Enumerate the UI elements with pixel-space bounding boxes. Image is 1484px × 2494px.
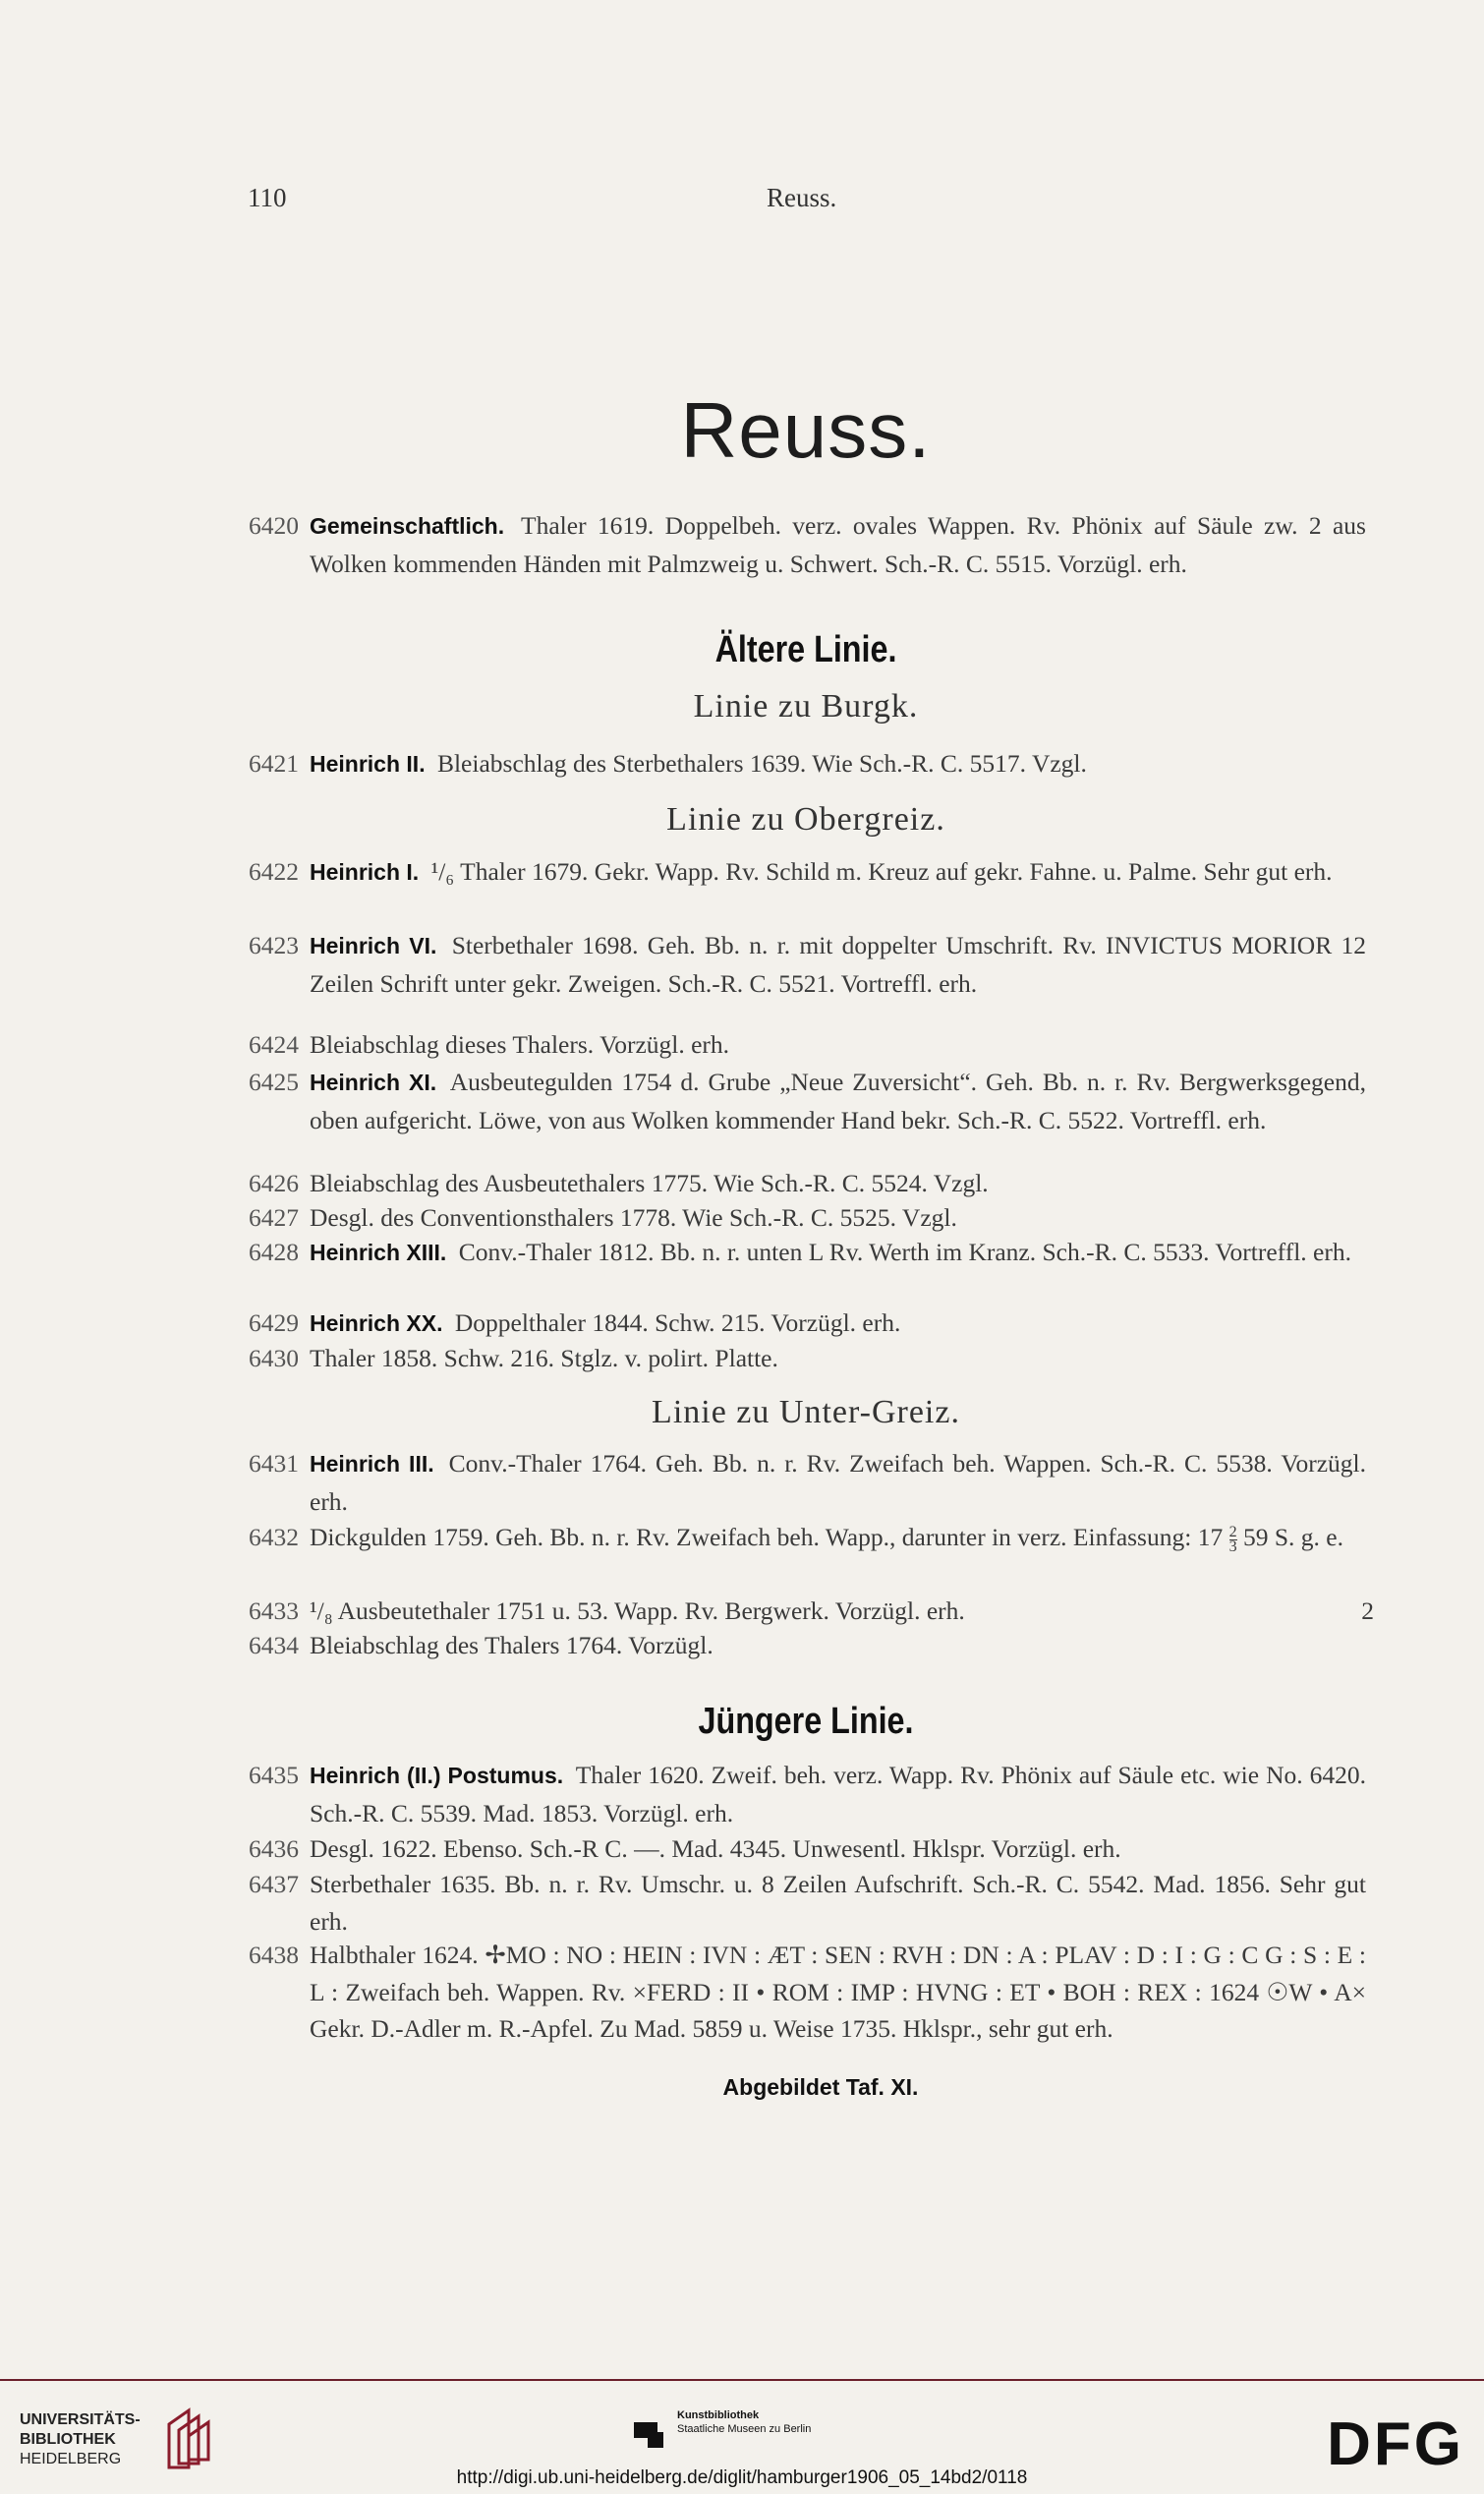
- entry-number: 6420: [249, 511, 299, 540]
- section-heading: Linie zu Burgk.: [693, 688, 919, 725]
- library-emblem-icon: [159, 2405, 214, 2473]
- entry-number: 6430: [249, 1344, 299, 1372]
- entry-name: Heinrich I.: [310, 859, 420, 885]
- entry-text: Desgl. des Conventionsthalers 1778. Wie Sch.-R. C. 5525. Vzgl.: [310, 1203, 957, 1232]
- entry-number: 6423: [249, 931, 299, 959]
- entry-number: 6434: [249, 1631, 299, 1659]
- entry-text: Halbthaler 1624. ✢MO : NO : HEIN : IVN : ÆT : SEN : RVH : DN : A : PLAV : D : I : G : C G : S : E : L : Zweifach beh. Wappen. Rv. ×FERD : II • ROM : IMP : HVNG : ET • BOH : REX : 1624 ☉W • A× Gekr. D.-Adler m. R.-Apfel. Zu Mad. 5859 u. Weise 1735. Hklspr., sehr gut erh.: [310, 1941, 1366, 2043]
- entry-text: Thaler 1619. Doppelbeh. verz. ovales Wappen. Rv. Phönix auf Säule zw. 2 aus Wolken kommenden Händen mit Palmzweig u. Schwert. Sch.-R. C. 5515. Vorzügl. erh.: [310, 511, 1366, 578]
- entry: [249, 1165, 1366, 1202]
- margin-note: 2: [1361, 1596, 1374, 1625]
- entry-number: 6435: [249, 1761, 299, 1789]
- entry-number: 6436: [249, 1834, 299, 1863]
- entry-text: Bleiabschlag des Ausbeutethalers 1775. Wie Sch.-R. C. 5524. Vzgl.: [310, 1169, 989, 1197]
- uni-line-1: UNIVERSITÄTS-: [20, 2411, 141, 2428]
- entry-text: Thaler 1620. Zweif. beh. verz. Wapp. Rv. Phönix auf Säule etc. wie No. 6420. Sch.-R. C. 5539. Mad. 1853. Vorzügl. erh.: [310, 1761, 1366, 1827]
- entry: [249, 1026, 1366, 1064]
- kb-line-2: Staatliche Museen zu Berlin: [677, 2423, 812, 2435]
- entry: [249, 1234, 1366, 1272]
- entry-number: 6433: [249, 1596, 299, 1625]
- entry: [249, 1340, 1366, 1377]
- entry-text: Sterbethaler 1635. Bb. n. r. Rv. Umschr. u. 8 Zeilen Aufschrift. Sch.-R. C. 5542. Mad. 1856. Sehr gut erh.: [310, 1870, 1366, 1936]
- entry-name: Heinrich XI.: [310, 1070, 437, 1095]
- entry: [249, 1866, 1366, 1940]
- entry-number: 6438: [249, 1941, 299, 1969]
- entry-number: 6427: [249, 1203, 299, 1232]
- entry-text: Thaler 1858. Schw. 216. Stglz. v. polirt. Platte.: [310, 1344, 778, 1372]
- entry: [249, 745, 1366, 783]
- entry-number: 6424: [249, 1030, 299, 1059]
- entry-text: Conv.-Thaler 1764. Geh. Bb. n. r. Rv. Zweifach beh. Wappen. Sch.-R. C. 5538. Vorzügl. erh.: [310, 1449, 1366, 1516]
- fraction-numerator: 2: [1228, 1523, 1237, 1540]
- entry: [249, 853, 1366, 892]
- entry-text-continued: 59 S. g. e.: [1242, 1523, 1343, 1551]
- university-library-name: [20, 2410, 141, 2469]
- footer-divider: [0, 2379, 1484, 2381]
- entry: [249, 1519, 1366, 1556]
- section-heading: Linie zu Obergreiz.: [666, 801, 945, 838]
- fraction: [1228, 1523, 1237, 1555]
- entry: [249, 1064, 1366, 1138]
- entry-text: ¹/₈ Ausbeutethaler 1751 u. 53. Wapp. Rv. Bergwerk. Vorzügl. erh.: [310, 1596, 965, 1625]
- entry: [249, 1199, 1366, 1237]
- entry-text: Dickgulden 1759. Geh. Bb. n. r. Rv. Zweifach beh. Wapp., darunter in verz. Einfassung: 17: [310, 1523, 1224, 1551]
- entry-number: 6421: [249, 749, 299, 778]
- entry-number: 6431: [249, 1449, 299, 1478]
- entry-name: Heinrich II.: [310, 751, 426, 777]
- entry-text: Ausbeutegulden 1754 d. Grube „Neue Zuversicht“. Geh. Bb. n. r. Rv. Bergwerksgegend, oben aufgericht. Löwe, von aus Wolken kommender Hand bekr. Sch.-R. C. 5522. Vortreffl. erh.: [310, 1068, 1366, 1134]
- uni-line-3: HEIDELBERG: [20, 2451, 122, 2467]
- entry-text: Bleiabschlag des Sterbethalers 1639. Wie Sch.-R. C. 5517. Vzgl.: [436, 749, 1087, 778]
- entry: [249, 1445, 1366, 1520]
- entry: [249, 1830, 1366, 1868]
- entry-number: 6426: [249, 1169, 299, 1197]
- university-library-logo[interactable]: [20, 2405, 216, 2473]
- page-title: Reuss.: [680, 386, 932, 474]
- footer-bar: [0, 2369, 1484, 2494]
- kb-line-1: Kunstbibliothek: [677, 2409, 760, 2421]
- entry: [249, 1757, 1366, 1831]
- section-heading: Ältere Linie.: [714, 629, 897, 670]
- entry: [249, 927, 1366, 1002]
- running-title: Reuss.: [767, 183, 837, 212]
- entry-name: Gemeinschaftlich.: [310, 513, 505, 539]
- section-heading: Jüngere Linie.: [698, 1701, 914, 1742]
- page-number: 110: [248, 183, 287, 212]
- entry-text: Sterbethaler 1698. Geh. Bb. n. r. mit doppelter Umschrift. Rv. INVICTUS MORIOR 12 Zeilen Schrift unter gekr. Zweigen. Sch.-R. C. 5521. Vortreffl. erh.: [310, 931, 1366, 998]
- entry-number: 6425: [249, 1068, 299, 1096]
- entry-number: 6422: [249, 857, 299, 886]
- entry-number: 6437: [249, 1870, 299, 1898]
- entry: [249, 1593, 1374, 1630]
- entry-text: ¹/₆ Thaler 1679. Gekr. Wapp. Rv. Schild m. Kreuz auf gekr. Fahne. u. Palme. Sehr gut erh.: [430, 857, 1333, 886]
- entry-name: Heinrich (II.) Postumus.: [310, 1763, 564, 1788]
- entry-text: Bleiabschlag dieses Thalers. Vorzügl. erh.: [310, 1030, 730, 1059]
- entry-name: Heinrich XIII.: [310, 1240, 447, 1265]
- entry-text: Bleiabschlag des Thalers 1764. Vorzügl.: [310, 1631, 713, 1659]
- permalink[interactable]: http://digi.ub.uni-heidelberg.de/diglit/hamburger1906_05_14bd2/0118: [456, 2467, 1028, 2488]
- kunstbibliothek-name: [677, 2408, 811, 2436]
- entry-number: 6432: [249, 1523, 299, 1551]
- kunstbibliothek-icon: [632, 2418, 665, 2452]
- entry-number: 6429: [249, 1308, 299, 1337]
- plate-reference: Abgebildet Taf. XI.: [722, 2074, 919, 2100]
- dfg-logo[interactable]: DFG: [1327, 2410, 1464, 2478]
- fraction-denominator: 3: [1228, 1537, 1237, 1555]
- entry-name: Heinrich VI.: [310, 933, 437, 958]
- entry: [249, 1627, 1366, 1664]
- entry-text: Doppelthaler 1844. Schw. 215. Vorzügl. erh.: [454, 1308, 901, 1337]
- entry: [249, 1305, 1366, 1343]
- entry-name: Heinrich III.: [310, 1451, 434, 1477]
- entry: [249, 507, 1366, 582]
- entry: [249, 1937, 1366, 2048]
- uni-line-2: BIBLIOTHEK: [20, 2431, 116, 2448]
- entry-text: Conv.-Thaler 1812. Bb. n. r. unten L Rv. Werth im Kranz. Sch.-R. C. 5533. Vortreffl. erh.: [458, 1238, 1351, 1266]
- entry-name: Heinrich XX.: [310, 1310, 443, 1336]
- section-heading: Linie zu Unter-Greiz.: [652, 1394, 960, 1430]
- entry-text: Desgl. 1622. Ebenso. Sch.-R C. —. Mad. 4345. Unwesentl. Hklspr. Vorzügl. erh.: [310, 1834, 1121, 1863]
- entry-number: 6428: [249, 1238, 299, 1266]
